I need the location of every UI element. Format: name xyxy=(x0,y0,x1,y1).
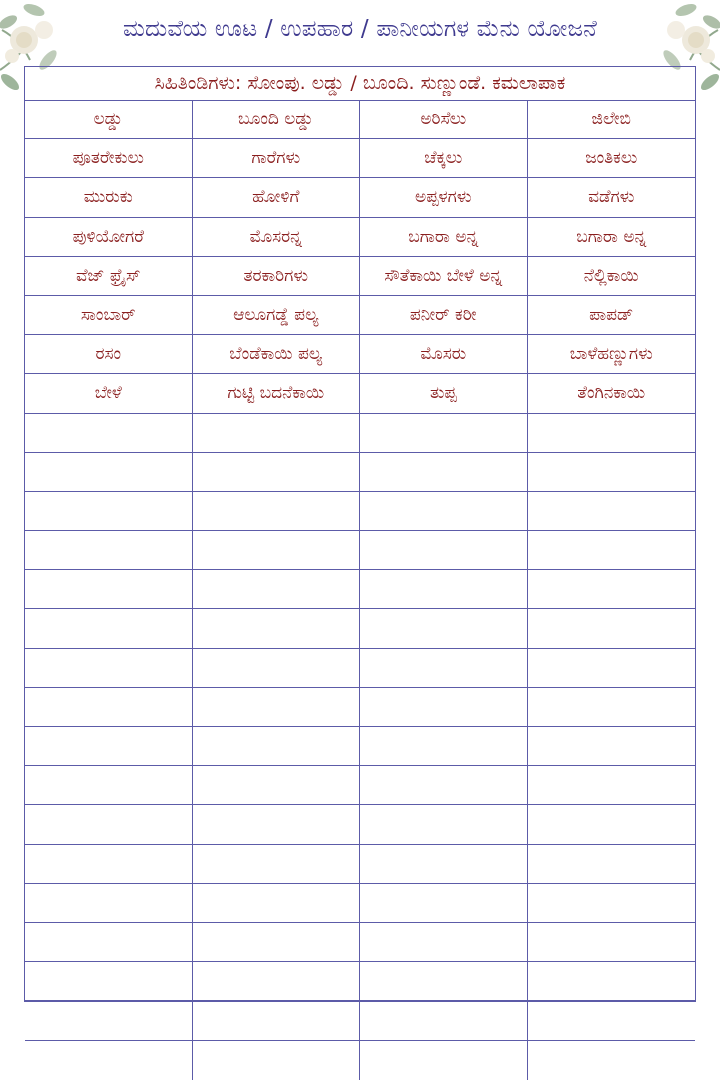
table-cell xyxy=(360,962,528,1000)
table-row xyxy=(25,335,695,374)
table-row xyxy=(25,884,695,923)
table-cell xyxy=(193,1041,361,1080)
table-cell: ಪುಳಿಯೋಗರೆ xyxy=(25,218,193,256)
menu-table xyxy=(24,66,696,1002)
table-cell xyxy=(528,1001,696,1039)
table-cell: ಪಾಪಡ್ xyxy=(589,304,634,325)
table-row xyxy=(25,805,695,844)
table-cell xyxy=(360,688,528,726)
table-cell xyxy=(528,884,696,922)
table-cell xyxy=(360,805,528,843)
table-cell xyxy=(360,649,528,687)
table-cell xyxy=(360,845,528,883)
table-cell xyxy=(25,531,193,569)
table-cell: ಆಲೂಗಡ್ಡೆ ಪಲ್ಯ xyxy=(193,296,361,334)
table-cell xyxy=(193,453,361,491)
table-cell xyxy=(193,649,361,687)
table-row xyxy=(25,296,695,335)
table-cell xyxy=(193,570,361,608)
table-cell xyxy=(528,570,696,608)
table-cell xyxy=(528,766,696,804)
table-cell: ಜಂತಿಕಲು xyxy=(585,148,638,169)
table-row xyxy=(25,649,695,688)
table-cell xyxy=(193,845,361,883)
table-cell xyxy=(25,1041,193,1080)
table-cell xyxy=(360,923,528,961)
table-cell xyxy=(360,1001,528,1039)
table-row xyxy=(25,374,695,413)
table-cell xyxy=(193,688,361,726)
table-cell: ಬಾಳೆಹಣ್ಣುಗಳು xyxy=(569,344,653,365)
table-row xyxy=(25,727,695,766)
table-cell xyxy=(25,453,193,491)
sweets-header-row: ಸಿಹಿತಿಂಡಿಗಳು: ಸೋಂಪು. ಲಡ್ಡು / ಬೂಂದಿ. ಸುಣ್ಣುಂಡೆ. ಕಮಲಾಪಾಕ xyxy=(25,67,695,101)
table-cell: ಗಾರೆಗಳು xyxy=(193,139,361,177)
table-row xyxy=(25,178,695,217)
table-cell xyxy=(25,923,193,961)
table-cell: ಮೊಸರನ್ನ xyxy=(193,218,361,256)
table-cell xyxy=(193,727,361,765)
table-cell xyxy=(25,492,193,530)
table-cell: ಬಗಾರಾ ಅನ್ನ xyxy=(360,218,528,256)
table-cell xyxy=(193,492,361,530)
table-cell: ರಸಂ xyxy=(25,335,193,373)
table-row xyxy=(25,766,695,805)
menu-table-body xyxy=(25,100,695,1080)
table-cell: ಜಿಲೇಬಿ xyxy=(591,109,631,129)
table-cell xyxy=(193,962,361,1000)
table-cell xyxy=(25,1001,193,1039)
table-cell xyxy=(25,570,193,608)
table-cell xyxy=(360,1041,528,1080)
table-cell: ಲಡ್ಡು xyxy=(25,100,193,138)
table-cell xyxy=(25,884,193,922)
table-row xyxy=(25,100,695,139)
table-cell xyxy=(25,688,193,726)
table-cell: ಮೊಸರು xyxy=(360,335,528,373)
table-cell xyxy=(528,453,696,491)
table-cell xyxy=(360,766,528,804)
table-cell xyxy=(528,962,696,1000)
table-cell: ಬೇಳೆ xyxy=(25,374,193,412)
table-cell xyxy=(25,649,193,687)
table-row xyxy=(25,845,695,884)
table-cell xyxy=(360,570,528,608)
table-cell xyxy=(193,609,361,647)
table-row xyxy=(25,531,695,570)
table-cell: ಸಾಂಬಾರ್ xyxy=(25,296,193,334)
table-row xyxy=(25,257,695,296)
table-cell xyxy=(193,531,361,569)
table-row xyxy=(25,1041,695,1080)
table-cell xyxy=(193,1001,361,1039)
table-cell xyxy=(528,845,696,883)
table-cell xyxy=(25,609,193,647)
table-cell xyxy=(360,531,528,569)
table-row xyxy=(25,453,695,492)
table-cell: ವಡೆಗಳು xyxy=(588,187,635,208)
table-cell: ಬೂಂದಿ ಲಡ್ಡು xyxy=(193,100,361,138)
table-cell xyxy=(528,531,696,569)
table-row xyxy=(25,139,695,178)
table-cell: ತುಪ್ಪ xyxy=(360,374,528,412)
table-cell xyxy=(360,609,528,647)
table-cell: ವೆಜ್ ಫ್ರೈಸ್ xyxy=(25,257,193,295)
page-title: ಮದುವೆಯ ಊಟ / ಉಪಹಾರ / ಪಾನೀಯಗಳ ಮೆನು ಯೋಜನೆ xyxy=(122,16,598,42)
table-cell xyxy=(528,727,696,765)
table-cell xyxy=(25,962,193,1000)
table-row xyxy=(25,962,695,1001)
table-cell xyxy=(25,766,193,804)
table-cell xyxy=(25,414,193,452)
table-cell: ಪೂತರೇಕುಲು xyxy=(25,139,193,177)
table-cell: ಪನೀರ್ ಕರೀ xyxy=(360,296,528,334)
table-cell: ತರಕಾರಿಗಳು xyxy=(193,257,361,295)
table-cell: ಗುಟ್ಟಿ ಬದನೆಕಾಯಿ xyxy=(193,374,361,412)
table-cell xyxy=(528,492,696,530)
table-cell xyxy=(528,1041,696,1080)
table-cell: ಹೋಳಿಗೆ xyxy=(193,178,361,216)
table-cell xyxy=(360,414,528,452)
table-cell xyxy=(360,453,528,491)
table-cell: ಚೆಕ್ಕಲು xyxy=(360,139,528,177)
table-row xyxy=(25,688,695,727)
table-cell xyxy=(25,727,193,765)
table-cell xyxy=(528,414,696,452)
table-cell xyxy=(360,727,528,765)
table-row xyxy=(25,218,695,257)
table-row xyxy=(25,1001,695,1040)
table-cell: ತೆಂಗಿನಕಾಯಿ xyxy=(577,383,646,404)
table-row xyxy=(25,414,695,453)
table-cell xyxy=(528,923,696,961)
table-cell xyxy=(360,884,528,922)
table-cell xyxy=(528,805,696,843)
table-cell xyxy=(25,845,193,883)
table-cell: ಅರಿಸೆಲು xyxy=(360,100,528,138)
table-cell xyxy=(25,805,193,843)
table-row xyxy=(25,492,695,531)
table-cell xyxy=(528,609,696,647)
table-cell: ನೆಲ್ಲಿಕಾಯಿ xyxy=(583,265,639,286)
table-cell: ಬೆಂಡೆಕಾಯಿ ಪಲ್ಯ xyxy=(193,335,361,373)
table-cell: ಅಪ್ಪಳಗಳು xyxy=(360,178,528,216)
table-cell xyxy=(360,492,528,530)
table-cell xyxy=(193,884,361,922)
table-cell xyxy=(193,805,361,843)
table-row xyxy=(25,570,695,609)
table-cell xyxy=(193,766,361,804)
table-cell xyxy=(528,688,696,726)
table-cell xyxy=(193,923,361,961)
table-cell xyxy=(528,649,696,687)
table-cell: ಸೌತೆಕಾಯಿ ಬೇಳೆ ಅನ್ನ xyxy=(360,257,528,295)
table-row xyxy=(25,609,695,648)
table-cell xyxy=(193,414,361,452)
table-cell: ಮುರುಕು xyxy=(25,178,193,216)
table-cell: ಬಗಾರಾ ಅನ್ನ xyxy=(576,226,647,247)
table-row xyxy=(25,923,695,962)
